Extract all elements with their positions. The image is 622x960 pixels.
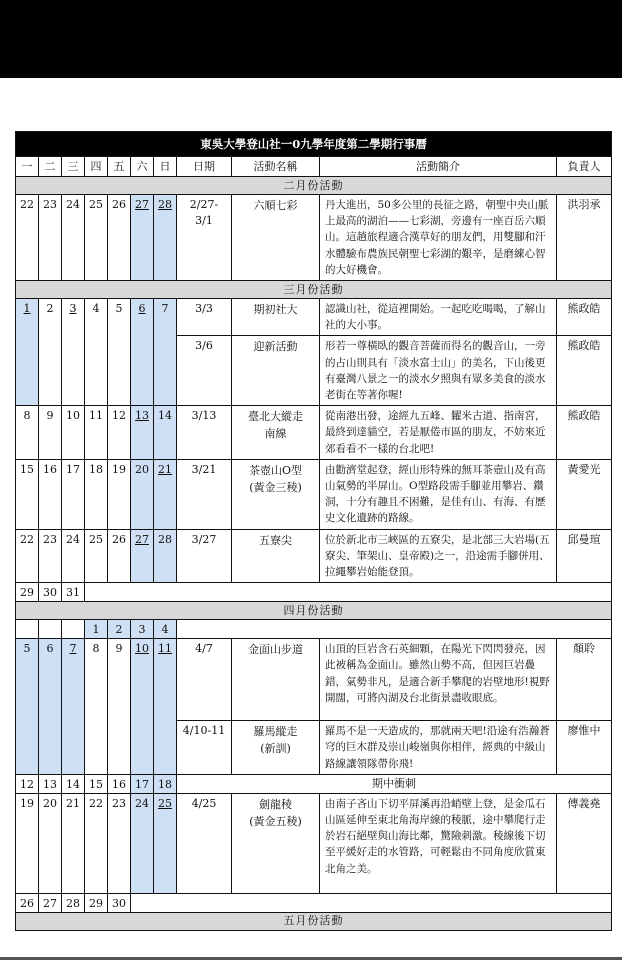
activity-owner: 熊政皓 [557,336,612,406]
day-cell: 14 [154,406,177,460]
day-cell: 25 [85,195,108,281]
activity-date: 4/25 [177,793,232,893]
day-cell: 14 [62,774,85,793]
day-cell: 19 [16,793,39,893]
day-cell: 20 [39,793,62,893]
week-row [16,793,612,893]
day-cell: 2 [39,299,62,406]
week-row [16,639,612,721]
day-cell: 1 [85,620,108,639]
day-cell: 31 [62,583,85,602]
date-line: 2/27- 3/1 [189,198,219,227]
day-cell: 4 [154,620,177,639]
section-feb: 二月份活動 [16,177,612,195]
day-cell: 18 [154,774,177,793]
activity-date: 4/7 [177,639,232,721]
day-cell: 2 [108,620,131,639]
day-cell: 27 [131,195,154,281]
day-cell: 3 [131,620,154,639]
activity-name: 金面山步道 [232,639,320,721]
header-sun: 日 [154,157,177,177]
day-cell: 18 [85,459,108,529]
activity-intro: 丹大進出，50多公里的長征之路，朝聖中央山脈上最高的湖泊——七彩湖，旁邊有一座百岳六順山。這趟旅程適合漢草好的朋友們，用雙腳和汗水體驗布農族民朝聖七彩湖的艱辛，是磨練心智的大好機會。 [320,195,557,281]
day-cell: 24 [62,529,85,583]
activity-date: 3/6 [177,336,232,406]
day-cell: 9 [39,406,62,460]
section-mar: 三月份活動 [16,281,612,299]
day-cell: 12 [16,774,39,793]
day-cell: 27 [39,893,62,912]
week-row [16,774,612,793]
day-cell: 29 [16,583,39,602]
day-cell: 16 [39,459,62,529]
header-date: 日期 [177,157,232,177]
day-cell: 7 [62,639,85,775]
day-cell: 22 [85,793,108,893]
day-cell: 21 [154,459,177,529]
week-row [16,195,612,281]
midterm-label: 期中衝刺 [177,774,612,793]
day-cell: 8 [16,406,39,460]
day-cell: 11 [154,639,177,775]
page-title: 東吳大學登山社一0九學年度第二學期行事曆 [16,132,612,157]
header-intro: 活動簡介 [320,157,557,177]
activity-date [177,195,232,281]
day-cell: 15 [85,774,108,793]
section-may: 五月份活動 [16,912,612,930]
header-sat: 六 [131,157,154,177]
day-cell: 19 [108,459,131,529]
calendar-table [15,131,612,931]
week-row [16,459,612,529]
day-cell: 22 [16,529,39,583]
header-owner: 負責人 [557,157,612,177]
activity-name [232,459,320,529]
activity-name: 五寮尖 [232,529,320,583]
day-cell: 4 [85,299,108,406]
empty-cell [177,620,612,639]
activity-intro: 從南港出發，途經九五峰、糶米古道、指南宮，最終到達貓空，若是厭倦市區的朋友，不妨來近郊看看不一樣的台北吧! [320,406,557,460]
day-cell: 6 [131,299,154,406]
day-cell: 24 [131,793,154,893]
header-wed: 三 [62,157,85,177]
empty-cell [39,620,62,639]
day-cell: 29 [85,893,108,912]
activity-name: 迎新活動 [232,336,320,406]
day-cell: 28 [154,195,177,281]
activity-name: 期初社大 [232,299,320,336]
day-cell: 17 [62,459,85,529]
day-cell: 11 [85,406,108,460]
section-row-mar [16,281,612,299]
week-row [16,583,612,602]
day-cell: 28 [62,893,85,912]
activity-intro: 認識山社，從這裡開始。一起吃吃喝喝，了解山社的大小事。 [320,299,557,336]
header-tue: 二 [39,157,62,177]
day-cell: 21 [62,793,85,893]
top-black-bar [0,0,622,78]
day-cell: 7 [154,299,177,406]
activity-intro: 形若一尊橫臥的觀音菩薩而得名的觀音山，一旁的占山則具有「淡水富士山」的美名，下山後更有臺灣八景之一的淡水夕照與有眾多美食的淡水老街在等著你喔! [320,336,557,406]
section-row-feb [16,177,612,195]
header-row [16,157,612,177]
activity-owner: 顏聆 [557,639,612,721]
activity-intro: 位於新北市三峽區的五寮尖，是北部三大岩場(五寮尖、筆架山、皇帝殿)之一，沿途需手腳併用、拉繩攀岩始能登頂。 [320,529,557,583]
activity-name [232,793,320,893]
activity-date: 3/21 [177,459,232,529]
empty-cell [131,893,612,912]
day-cell: 13 [131,406,154,460]
day-cell: 10 [62,406,85,460]
day-cell: 30 [39,583,62,602]
day-cell: 23 [39,195,62,281]
activity-date: 3/13 [177,406,232,460]
day-cell: 13 [39,774,62,793]
day-cell: 23 [39,529,62,583]
day-cell: 5 [16,639,39,775]
day-cell: 27 [131,529,154,583]
header-name: 活動名稱 [232,157,320,177]
day-cell: 22 [16,195,39,281]
activity-date: 3/27 [177,529,232,583]
name-line: 劍龍稜 (黃金五稜) [249,797,302,828]
day-cell: 17 [131,774,154,793]
day-cell: 16 [108,774,131,793]
activity-intro: 羅馬不是一天造成的，那就兩天吧!沿途有浩瀚蒼穹的巨木群及崇山峻嶺與你相伴，經典的中級山路線讓領隊帶你飛! [320,721,557,775]
day-cell: 9 [108,639,131,775]
activity-intro: 山頂的巨岩含石英細顆，在陽光下閃閃發亮，因此被稱為金面山。雖然山勢不高，但因巨岩疊錯，氣勢非凡，是適合新手攀爬的岩壁地形!視野開闊，可將內湖及台北街景盡收眼底。 [320,639,557,721]
activity-intro: 由南子吝山下切平屏溪再沿峭壁上登，是金瓜石山區延伸至東北角海岸線的稜脈，途中攀爬行走於岩石絕壁與山海比鄰，驚險刺激。稜線後下切至平緩好走的水管路，可輕鬆由不同角度欣賞東北角之美。 [320,793,557,893]
activity-owner: 廖惟中 [557,721,612,775]
activity-name [232,721,320,775]
title-row [16,132,612,157]
week-row [16,299,612,336]
day-cell: 26 [16,893,39,912]
day-cell: 25 [85,529,108,583]
day-cell: 26 [108,195,131,281]
day-cell: 26 [108,529,131,583]
activity-owner: 洪羽承 [557,195,612,281]
day-cell: 30 [108,893,131,912]
activity-owner: 邱曼瑄 [557,529,612,583]
name-line: 羅馬縱走 (新訓) [253,725,298,756]
week-row [16,893,612,912]
empty-cell [85,583,612,602]
section-row-apr [16,602,612,620]
activity-name [232,406,320,460]
day-cell: 12 [108,406,131,460]
header-mon: 一 [16,157,39,177]
week-row [16,620,612,639]
activity-owner: 黃愛光 [557,459,612,529]
header-fri: 五 [108,157,131,177]
day-cell: 28 [154,529,177,583]
calendar-document [15,131,611,928]
activity-date: 3/3 [177,299,232,336]
empty-cell [16,620,39,639]
day-cell: 3 [62,299,85,406]
day-cell: 6 [39,639,62,775]
activity-date: 4/10-11 [177,721,232,775]
activity-intro: 由勸濟堂起登，經山形特殊的無耳茶壺山及有高山氣勢的半屏山。O型路段需手腳並用攀岩、鑽洞，十分有趣且不困難，是佳有山、有海、有歷史文化遺跡的路線。 [320,459,557,529]
day-cell: 24 [62,195,85,281]
day-cell: 25 [154,793,177,893]
day-cell: 20 [131,459,154,529]
day-cell: 1 [16,299,39,406]
section-apr: 四月份活動 [16,602,612,620]
name-line: 臺北大縱走 南線 [248,410,303,441]
week-row [16,406,612,460]
week-row [16,529,612,583]
activity-owner: 傅義堯 [557,793,612,893]
day-cell: 10 [131,639,154,775]
day-cell: 5 [108,299,131,406]
activity-owner: 熊政皓 [557,299,612,336]
name-line: 茶壺山O型 (黃金三稜) [248,463,303,494]
activity-owner: 熊政皓 [557,406,612,460]
section-row-may [16,912,612,930]
header-thu: 四 [85,157,108,177]
day-cell: 8 [85,639,108,775]
day-cell: 23 [108,793,131,893]
day-cell: 15 [16,459,39,529]
empty-cell [62,620,85,639]
activity-name: 六順七彩 [232,195,320,281]
